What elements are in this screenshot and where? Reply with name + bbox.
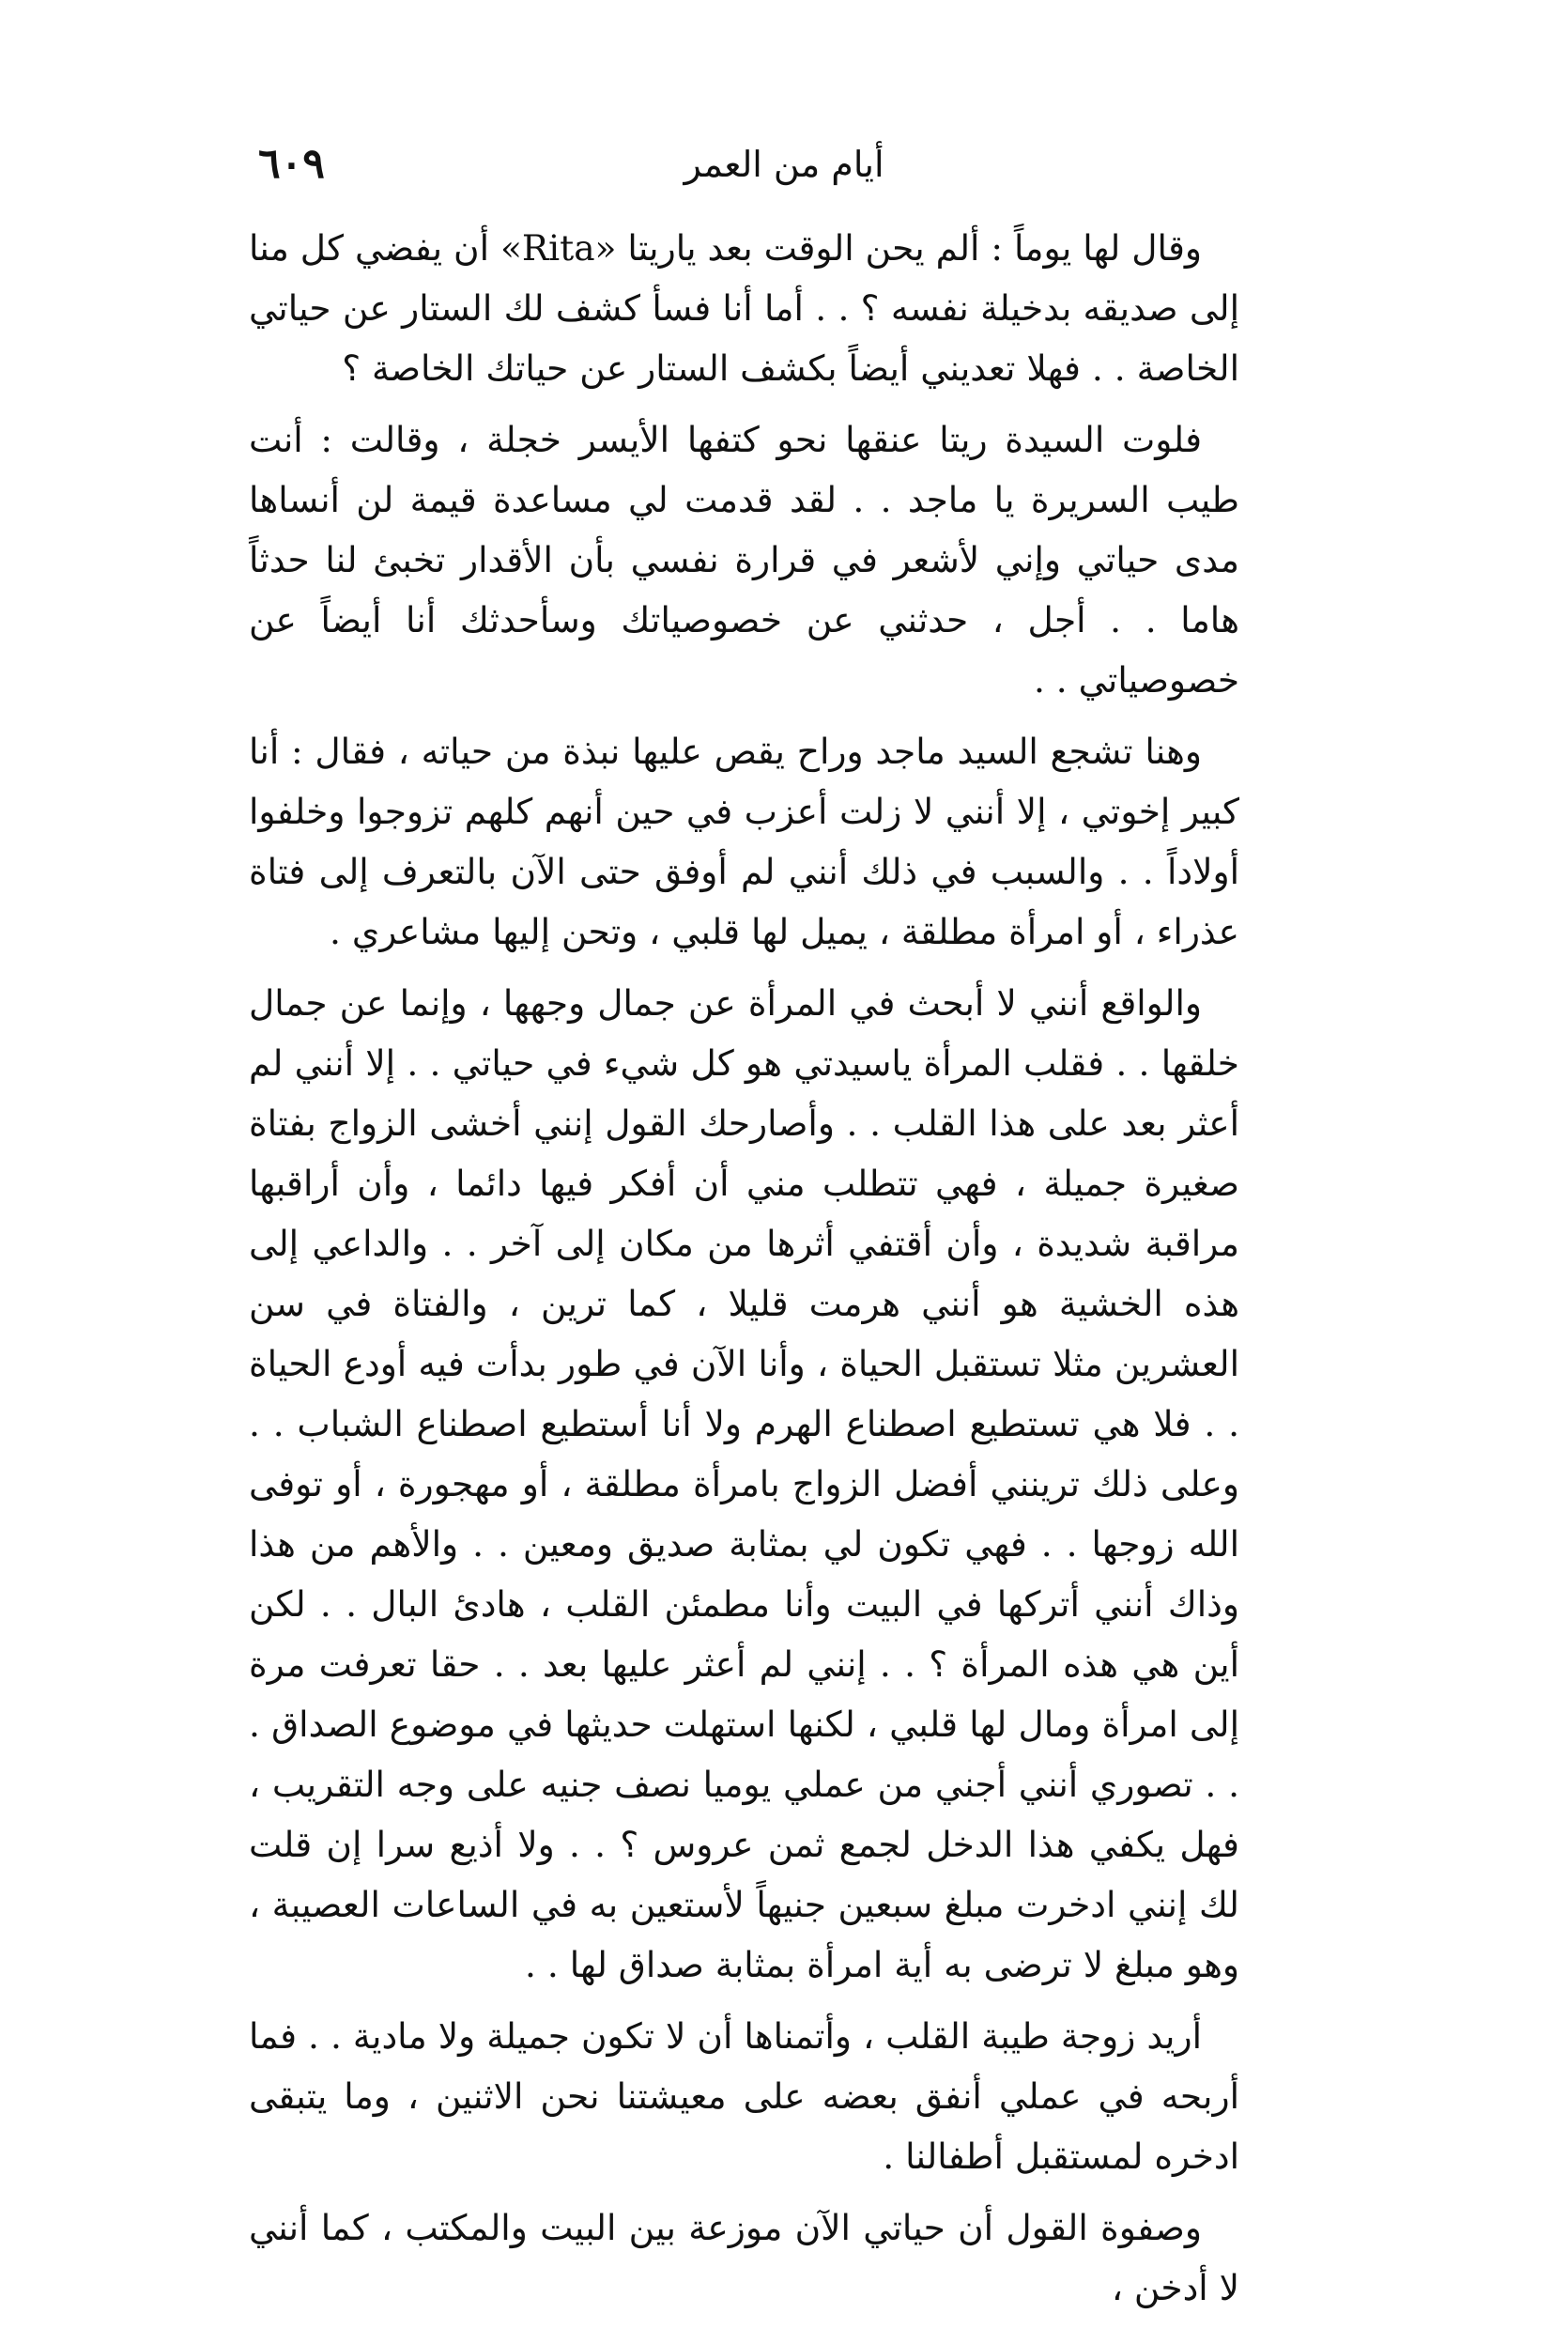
paragraph: وصفوة القول أن حياتي الآن موزعة بين البيت والمكتب ، كما أنني لا أدخن ، bbox=[249, 2207, 1239, 2308]
page-number: ٦٠٩ bbox=[258, 140, 325, 188]
paragraph: وقال لها يوماً : ألم يحن الوقت بعد ياريتا «Rita» أن يفضي كل منا إلى صديقه بدخيلة نفسه ؟ . . أما أنا فسأ كشف لك الستار عن حياتي الخاصة . . فهلا تعديني أيضاً بكشف الستار عن حياتك الخاصة ؟ bbox=[249, 227, 1239, 389]
body-text bbox=[249, 218, 1239, 2329]
page-header bbox=[249, 131, 1319, 197]
paragraph: أريد زوجة طيبة القلب ، وأتمناها أن لا تكون جميلة ولا مادية . . فما أربحه في عملي أنفق بعضه على معيشتنا نحن الاثنين ، وما يتبقى ادخره لمستقبل أطفالنا . bbox=[249, 2015, 1239, 2177]
paragraph: والواقع أنني لا أبحث في المرأة عن جمال وجهها ، وإنما عن جمال خلقها . . فقلب المرأة ياسيدتي هو كل شيء في حياتي . . إلا أنني لم أعثر بعد على هذا القلب . . وأصارحك القول إنني أخشى الزواج بفتاة صغيرة جميلة ، فهي تتطلب مني أن أفكر فيها دائما ، وأن أراقبها مراقبة شديدة ، وأن أقتفي أثرها من مكان إلى آخر . . والداعي إلى هذه الخشية هو أنني هرمت قليلا ، كما ترين ، والفتاة في سن العشرين مثلا تستقبل الحياة ، وأنا الآن في طور بدأت فيه أودع الحياة . . فلا هي تستطيع اصطناع الهرم ولا أنا أستطيع اصطناع الشباب . . وعلى ذلك ترينني أفضل الزواج بامرأة مطلقة ، أو مهجورة ، أو توفى الله زوجها . . فهي تكون لي بمثابة صديق ومعين . . والأهم من هذا وذاك أنني أتركها في البيت وأنا مطمئن القلب ، هادئ البال . . لكن أين هي هذه المرأة ؟ . . إنني لم أعثر عليها بعد . . حقا تعرفت مرة إلى امرأة ومال لها قلبي ، لكنها استهلت حديثها في موضوع الصداق . . . تصوري أنني أجني من عملي يوميا نصف جنيه على وجه التقريب ، فهل يكفي هذا الدخل لجمع ثمن عروس ؟ . . ولا أذيع سرا إن قلت لك إنني ادخرت مبلغ سبعين جنيهاً لأستعين به في الساعات العصيبة ، وهو مبلغ لا ترضى به أية امرأة بمثابة صداق لها . . bbox=[249, 982, 1239, 1985]
paragraph: وهنا تشجع السيد ماجد وراح يقص عليها نبذة من حياته ، فقال : أنا كبير إخوتي ، إلا أنني لا زلت أعزب في حين أنهم كلهم تزوجوا وخلفوا أولاداً . . والسبب في ذلك أنني لم أوفق حتى الآن بالتعرف إلى فتاة عذراء ، أو امرأة مطلقة ، يميل لها قلبي ، وتحن إليها مشاعري . bbox=[249, 731, 1239, 952]
running-title: أيام من العمر bbox=[684, 144, 884, 185]
paragraph: فلوت السيدة ريتا عنقها نحو كتفها الأيسر خجلة ، وقالت : أنت طيب السريرة يا ماجد . . لقد قدمت لي مساعدة قيمة لن أنساها مدى حياتي وإني لأشعر في قرارة نفسي بأن الأقدار تخبئ لنا حدثاً هاما . . أجل ، حدثني عن خصوصياتك وسأحدثك أنا أيضاً عن خصوصياتي . . bbox=[249, 419, 1239, 701]
